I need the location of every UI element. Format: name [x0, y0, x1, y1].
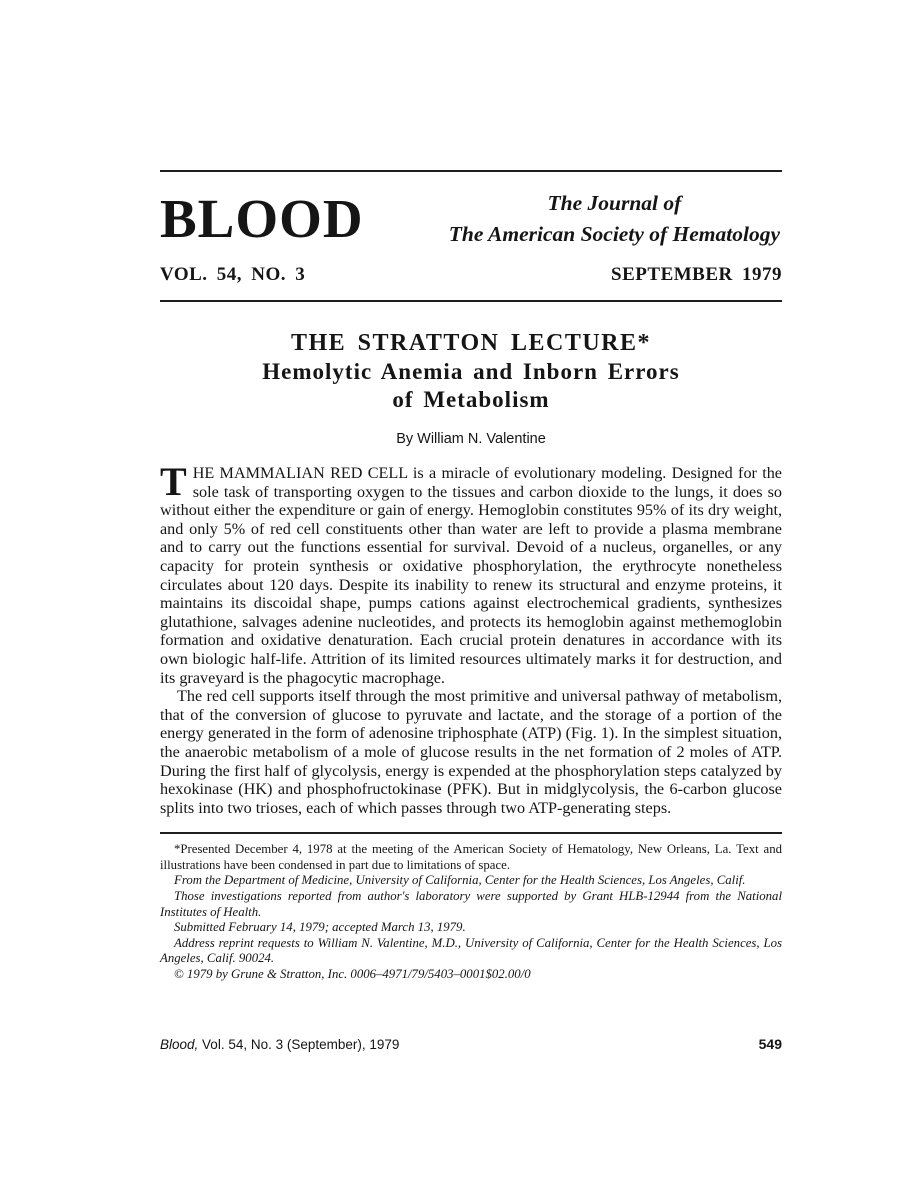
page-footer [160, 1036, 782, 1052]
header-bottom-rule [160, 300, 782, 302]
page-number: 549 [758, 1036, 782, 1052]
journal-subtitle [449, 188, 782, 250]
article-body [160, 459, 782, 817]
footer-journal-name: Blood, [160, 1037, 199, 1052]
page-content [160, 170, 782, 983]
article-title-line2: of Metabolism [392, 387, 550, 412]
footer-citation-rest: Vol. 54, No. 3 (September), 1979 [202, 1037, 400, 1052]
footnotes-block [160, 842, 782, 982]
author-byline: By William N. Valentine [396, 431, 546, 447]
lecture-title: THE STRATTON LECTURE* [290, 330, 652, 356]
issue-date: SEPTEMBER 1979 [611, 264, 782, 285]
drop-cap: T [160, 459, 187, 504]
journal-subtitle-line2: The American Society of Hematology [448, 222, 780, 246]
journal-subtitle-line1: The Journal of [547, 191, 682, 215]
body-paragraph-1-text: HE MAMMALIAN RED CELL is a miracle of evolutionary modeling. Designed for the sole task of transporting oxygen to the tissues and carbon dioxide to the lungs, it does so without either the expenditure or gain of energy. Hemoglobin constitutes 95% of its dry weight, and only 5% of red cell constituents other than water are left to provide a plasma membrane and to carry out the functions essential for survival. Devoid of a nucleus, organelles, or any capacity for protein synthesis or oxidative phosphorylation, the erythrocyte nonetheless circulates about 120 days. Despite its inability to renew its structural and enzyme proteins, it maintains its discoidal shape, pumps cations against electrochemical gradients, synthesizes glutathione, salvages adenine nucleotides, and protects its hemoglobin against methemoglobin formation and oxidative denaturation. Each crucial protein denatures in accordance with its own biologic half-life. Attrition of its limited resources ultimately marks it for destruction, and its graveyard is the phagocytic macrophage. [160, 464, 782, 687]
footnote-presented: *Presented December 4, 1978 at the meeting of the American Society of Hematology, New Orleans, La. Text and illustrations have been condensed in part due to limitations of space. [160, 842, 782, 872]
article-title-line1: Hemolytic Anemia and Inborn Errors [262, 359, 680, 384]
footnote-separator-rule [160, 832, 782, 834]
volume-number: VOL. 54, NO. 3 [160, 264, 306, 285]
masthead [160, 172, 782, 254]
footnote-affiliation: From the Department of Medicine, University of California, Center for the Health Sciences, Los Angeles, Calif. [174, 873, 746, 888]
footnote-reprints: Address reprint requests to William N. Valentine, M.D., University of California, Center for the Health Sciences, Los Angeles, Calif. 90024. [160, 935, 782, 966]
journal-logo: BLOOD [160, 188, 364, 249]
footer-citation [160, 1037, 399, 1052]
article-title-block [160, 329, 782, 414]
footnote-copyright: © 1979 by Grune & Stratton, Inc. 0006–4971/79/5403–0001$02.00/0 [174, 967, 531, 982]
body-paragraph-1 [160, 459, 782, 687]
footnote-support: Those investigations reported from author's laboratory were supported by Grant HLB-12944 from the National Institutes of Health. [160, 889, 782, 919]
body-paragraph-2: The red cell supports itself through the most primitive and universal pathway of metabolism, that of the conversion of glucose to pyruvate and lactate, and the storage of a portion of the energy generated in the form of adenosine triphosphate (ATP) (Fig. 1). In the simplest situation, the anaerobic metabolism of a mole of glucose results in the net formation of 2 moles of ATP. During the first half of glycolysis, energy is expended at the phosphorylation steps catalyzed by hexokinase (HK) and phosphofructokinase (PFK). But in midglycolysis, the 6-carbon glucose splits into two trioses, each of which passes through two ATP-generating steps. [160, 687, 782, 817]
volume-issue-line [160, 254, 782, 300]
footnote-submitted: Submitted February 14, 1979; accepted March 13, 1979. [174, 920, 466, 935]
